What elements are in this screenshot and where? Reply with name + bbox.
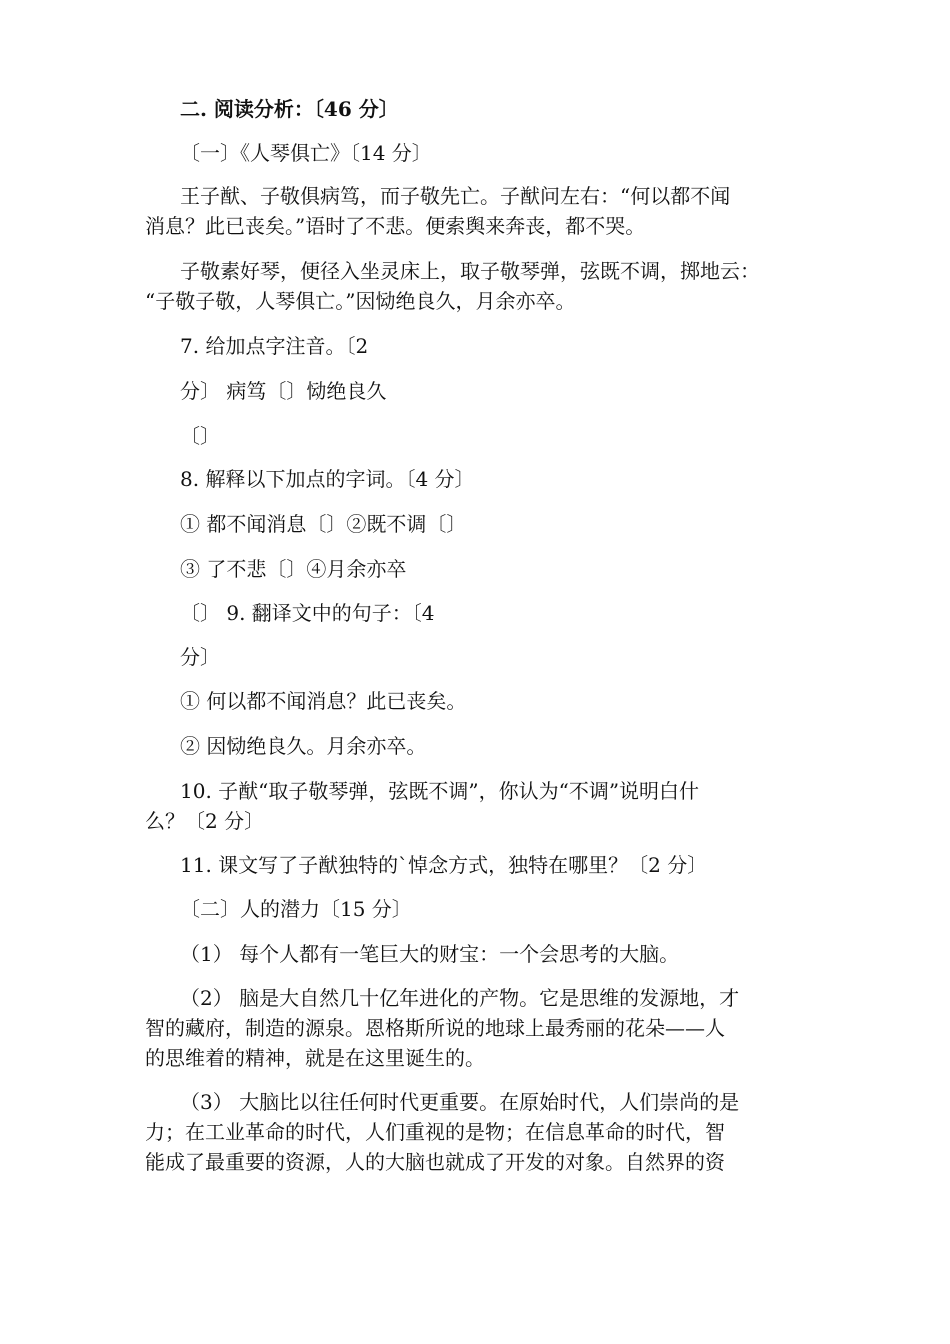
- question-line: 〔〕: [180, 424, 220, 448]
- question-line: 分〕: [180, 645, 220, 669]
- passage-para1-line2: 消息？此已丧矣。”语时了不悲。便索舆来奔丧，都不哭。: [145, 214, 646, 238]
- question-10-line2: 么？〔2 分〕: [145, 809, 265, 833]
- question-line: 〔〕 9. 翻译文中的句子：〔4: [180, 601, 435, 625]
- question-line: ① 何以都不闻消息？此已丧矣。: [180, 689, 467, 713]
- question-line: ① 都不闻消息〔〕②既不调〔〕: [180, 512, 467, 536]
- question-line: ② 因恸绝良久。月余亦卒。: [180, 734, 427, 758]
- part1-heading: 〔一〕《人琴俱亡》〔14 分〕: [180, 141, 432, 165]
- part2-para3-line1: （3） 大脑比以往任何时代更重要。在原始时代，人们崇尚的是: [180, 1090, 740, 1114]
- question-line: 8. 解释以下加点的字词。〔4 分〕: [180, 467, 475, 491]
- passage-para2-line1: 子敬素好琴，便径入坐灵床上，取子敬琴弹，弦既不调，掷地云：: [180, 259, 760, 283]
- part2-para2-line3: 的思维着的精神，就是在这里诞生的。: [145, 1046, 485, 1070]
- question-11: 11. 课文写了子猷独特的`悼念方式，独特在哪里？〔2 分〕: [180, 853, 708, 877]
- passage-para2-line2: “子敬子敬，人琴俱亡。”因恸绝良久，月余亦卒。: [145, 289, 576, 313]
- part2-para2-line1: （2） 脑是大自然几十亿年进化的产物。它是思维的发源地，才: [180, 986, 740, 1010]
- passage-para1-line1: 王子猷、子敬俱病笃，而子敬先亡。子猷问左右：“何以都不闻: [180, 184, 731, 208]
- part2-para1: （1） 每个人都有一笔巨大的财宝：一个会思考的大脑。: [180, 942, 680, 966]
- part2-para3-line3: 能成了最重要的资源，人的大脑也就成了开发的对象。自然界的资: [145, 1150, 725, 1174]
- part2-para2-line2: 智的藏府，制造的源泉。恩格斯所说的地球上最秀丽的花朵——人: [145, 1016, 725, 1040]
- question-line: 7. 给加点字注音。〔2: [180, 334, 369, 358]
- question-line: 分〕 病笃〔〕恸绝良久: [180, 379, 387, 403]
- part2-heading: 〔二〕人的潜力〔15 分〕: [180, 897, 412, 921]
- question-10-line1: 10. 子猷“取子敬琴弹，弦既不调”，你认为“不调”说明白什: [180, 779, 700, 803]
- section-title: 二. 阅读分析：〔46 分〕: [180, 97, 399, 121]
- part2-para3-line2: 力；在工业革命的时代，人们重视的是物；在信息革命的时代，智: [145, 1120, 725, 1144]
- question-line: ③ 了不悲〔〕④月余亦卒: [180, 557, 407, 581]
